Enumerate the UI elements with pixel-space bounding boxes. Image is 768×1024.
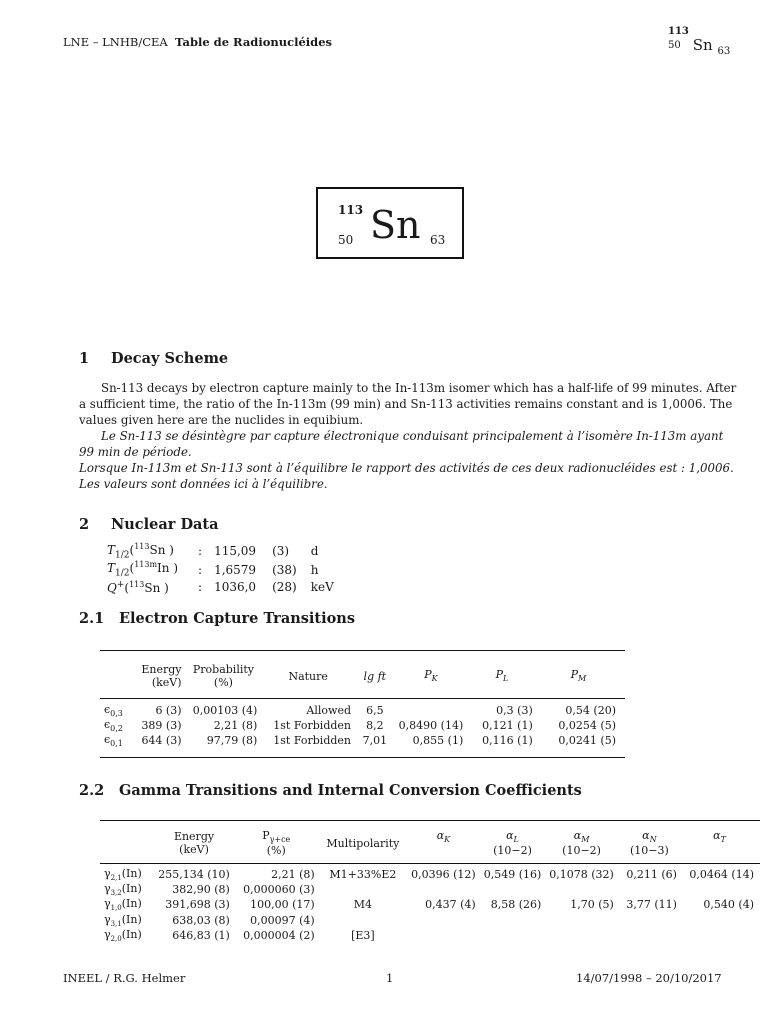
ec-nature: 1st Forbidden bbox=[273, 719, 351, 733]
section-1-heading bbox=[79, 350, 228, 367]
section-2-1-heading bbox=[79, 610, 355, 627]
footer-author: INEEL / R.G. Helmer bbox=[63, 971, 186, 985]
nd-iso-el: Sn bbox=[144, 580, 161, 595]
gamma-alpha-l bbox=[480, 882, 546, 897]
footer-page-number: 1 bbox=[386, 971, 394, 985]
gamma-alpha-k bbox=[407, 913, 480, 928]
header-symbol: Sn bbox=[692, 36, 713, 54]
gamma-energy: 646,83 (1) bbox=[172, 928, 230, 942]
gamma-label: $\gamma_{2,1}(In)$ bbox=[104, 867, 142, 883]
ec-pk: 0,8490 (14) bbox=[398, 719, 464, 733]
gamma-alpha-k: 0,437 (4) bbox=[425, 898, 476, 912]
nuclear-data-row: Q+($^{113}$Sn ) : 1036,0 (28) keV bbox=[107, 579, 340, 596]
nuclear-data-row: $T_{1/2}(^{113m}In$ ) : 1,6579 (38) h bbox=[107, 560, 340, 578]
nd-quantity-sup: + bbox=[116, 579, 125, 590]
header-z: 50 bbox=[668, 40, 681, 51]
gamma-alpha-n bbox=[618, 913, 681, 928]
gamma-alpha-m bbox=[545, 928, 618, 943]
header-lab-name: LNE – LNHB/CEA bbox=[63, 35, 168, 49]
section-2-number: 2 bbox=[79, 516, 90, 533]
gamma-alpha-m: 1,70 (5) bbox=[570, 898, 614, 912]
gamma-header-row bbox=[104, 827, 758, 859]
gamma-energy: 382,90 (8) bbox=[172, 883, 230, 897]
nd-uncertainty: (38) bbox=[272, 562, 297, 577]
section-1-title: Decay Scheme bbox=[111, 350, 229, 367]
ec-row bbox=[104, 733, 620, 748]
gamma-alpha-l bbox=[480, 928, 546, 943]
gamma-label: $\gamma_{3,1}(In)$ bbox=[104, 912, 142, 928]
header-nuclide bbox=[668, 26, 731, 57]
nd-iso-mass: 113m bbox=[134, 560, 158, 570]
gamma-alpha-n bbox=[618, 882, 681, 897]
nd-value: 1036,0 bbox=[214, 580, 257, 595]
gamma-col-alpha-k: $\alpha_K$ bbox=[436, 828, 451, 845]
ec-pk: 0,855 (1) bbox=[412, 734, 464, 748]
nuclide-symbol: Sn bbox=[370, 203, 421, 247]
ec-pl: 0,116 (1) bbox=[482, 734, 533, 748]
decay-text-en: Sn-113 decays by electron capture mainly to the In-113m isomer which has a half-life of 99 minutes. After a sufficient time, the ratio of the In-113m (99 min) and Sn-113 activities remains constant and is 1,0006. The values given here are the nuclides in equibium. bbox=[79, 381, 737, 427]
gamma-col-alpha-m: $\alpha_M$ (10−2) bbox=[562, 828, 601, 858]
gamma-alpha-t bbox=[681, 882, 758, 897]
gamma-alpha-l bbox=[480, 913, 546, 928]
gamma-label: $\gamma_{2,0}(In)$ bbox=[104, 927, 142, 943]
ec-label: $\epsilon_{0,3}$ bbox=[104, 703, 123, 719]
nd-unit: h bbox=[310, 562, 319, 577]
gamma-multipolarity: M1+33%E2 bbox=[329, 868, 397, 882]
ec-col-nature: Nature bbox=[288, 669, 328, 683]
nd-quantity-sub: 1/2 bbox=[115, 550, 130, 561]
gamma-row bbox=[104, 882, 758, 897]
ec-nature: 1st Forbidden bbox=[273, 734, 351, 748]
ec-pm: 0,54 (20) bbox=[565, 704, 616, 718]
ec-probability: 97,79 (8) bbox=[206, 734, 258, 748]
gamma-p: 0,000060 (3) bbox=[243, 883, 315, 897]
gamma-multipolarity: [E3] bbox=[351, 928, 375, 942]
ec-col-energy: Energy (keV) bbox=[141, 663, 182, 689]
section-2-2-number: 2.2 bbox=[79, 782, 105, 799]
gamma-multipolarity: M4 bbox=[353, 898, 373, 912]
gamma-alpha-t bbox=[681, 928, 758, 943]
gamma-col-alpha-t: $\alpha_T$ bbox=[713, 828, 726, 845]
gamma-alpha-m bbox=[545, 913, 618, 928]
nd-iso-mass: 113 bbox=[129, 579, 145, 589]
ec-table-bottom-rule bbox=[100, 757, 625, 758]
nd-unit: keV bbox=[310, 580, 334, 595]
ec-col-pk: $P_K$ bbox=[424, 668, 438, 684]
gamma-multipolarity bbox=[319, 913, 407, 928]
ec-col-pl: $P_L$ bbox=[495, 668, 509, 684]
gamma-row bbox=[104, 913, 758, 928]
gamma-energy: 255,134 (10) bbox=[158, 868, 230, 882]
gamma-energy: 638,03 (8) bbox=[172, 913, 230, 927]
ec-probability: 2,21 (8) bbox=[213, 719, 258, 733]
section-2-title: Nuclear Data bbox=[111, 516, 219, 533]
gamma-transitions-table bbox=[104, 827, 758, 943]
ec-header-row bbox=[104, 659, 620, 693]
gamma-alpha-k bbox=[407, 928, 480, 943]
gamma-label: $\gamma_{3,2}(In)$ bbox=[104, 882, 142, 898]
ec-energy: 644 (3) bbox=[141, 734, 182, 748]
gamma-col-multipolarity: Multipolarity bbox=[326, 836, 400, 850]
section-2-1-number: 2.1 bbox=[79, 610, 105, 627]
nd-unit: d bbox=[310, 544, 319, 559]
ec-row bbox=[104, 703, 620, 718]
gamma-energy: 391,698 (3) bbox=[165, 898, 230, 912]
nd-quantity-sub: 1/2 bbox=[115, 568, 130, 579]
gamma-col-alpha-n: $\alpha_N$ (10−3) bbox=[629, 828, 669, 858]
section-2-2-heading bbox=[79, 782, 582, 799]
gamma-col-energy: Energy (keV) bbox=[173, 830, 215, 856]
gamma-table-top-rule bbox=[100, 820, 760, 821]
gamma-p: 0,000004 (2) bbox=[243, 928, 315, 942]
gamma-label: $\gamma_{1,0}(In)$ bbox=[104, 897, 142, 913]
ec-col-probability: Probability (%) bbox=[192, 663, 254, 689]
ec-transitions-table bbox=[104, 659, 620, 749]
ec-probability: 0,00103 (4) bbox=[192, 704, 258, 718]
ec-energy: 389 (3) bbox=[141, 719, 182, 733]
nd-iso-el: In bbox=[157, 561, 170, 576]
ec-row bbox=[104, 718, 620, 733]
footer-dates: 14/07/1998 – 20/10/2017 bbox=[576, 971, 722, 985]
nd-iso-mass: 113 bbox=[134, 542, 150, 551]
ec-label: $\epsilon_{0,2}$ bbox=[104, 718, 123, 734]
gamma-alpha-l: 8,58 (26) bbox=[490, 898, 542, 912]
gamma-p: 0,00097 (4) bbox=[250, 913, 315, 927]
decay-text-fr-2: Lorsque In-113m et Sn-113 sont à l’équilibre le rapport des activités de ces deux radionucléides est : 1,0006. Les valeurs sont données ici à l’équilibre. bbox=[79, 461, 734, 491]
gamma-alpha-m bbox=[545, 882, 618, 897]
gamma-alpha-n bbox=[618, 928, 681, 943]
decay-text-fr-1: Le Sn-113 se désintègre par capture électronique conduisant principalement à l’isomère In-113m ayant 99 min de période. bbox=[79, 429, 724, 459]
ec-pk bbox=[395, 703, 468, 718]
nuclide-box bbox=[316, 187, 464, 259]
nuclide-z: 50 bbox=[338, 233, 354, 247]
gamma-row bbox=[104, 867, 758, 882]
ec-nature: Allowed bbox=[306, 704, 351, 718]
nd-quantity: Q bbox=[107, 580, 117, 595]
gamma-alpha-t bbox=[681, 913, 758, 928]
section-2-1-title: Electron Capture Transitions bbox=[119, 610, 356, 627]
gamma-multipolarity bbox=[319, 882, 407, 897]
nd-value: 115,09 bbox=[214, 544, 257, 559]
gamma-p: 100,00 (17) bbox=[250, 898, 315, 912]
gamma-row bbox=[104, 897, 758, 912]
section-2-heading bbox=[79, 516, 219, 533]
ec-col-lgft: lg ft bbox=[363, 669, 387, 683]
gamma-col-p: $P_{\gamma+ce}$ (%) bbox=[262, 828, 291, 858]
header-n: 63 bbox=[717, 46, 731, 57]
nuclide-n: 63 bbox=[430, 233, 446, 247]
ec-lgft: 7,01 bbox=[362, 734, 388, 748]
ec-label: $\epsilon_{0,1}$ bbox=[104, 733, 123, 749]
ec-lgft: 6,5 bbox=[366, 704, 384, 718]
nuclide-mass: 113 bbox=[338, 203, 364, 217]
ec-table-top-rule bbox=[100, 650, 625, 651]
gamma-alpha-t: 0,540 (4) bbox=[703, 898, 754, 912]
nd-value: 1,6579 bbox=[214, 562, 257, 577]
ec-energy: 6 (3) bbox=[155, 704, 182, 718]
ec-col-pm: $P_M$ bbox=[570, 668, 587, 684]
gamma-row bbox=[104, 928, 758, 943]
header-lab bbox=[63, 35, 332, 49]
ec-pm: 0,0241 (5) bbox=[558, 734, 616, 748]
gamma-p: 2,21 (8) bbox=[271, 868, 315, 882]
gamma-alpha-n: 3,77 (11) bbox=[626, 898, 677, 912]
gamma-alpha-n: 0,211 (6) bbox=[626, 868, 677, 882]
section-1-text bbox=[79, 380, 739, 492]
section-1-number: 1 bbox=[79, 350, 90, 367]
nuclear-data-row: $T_{1/2}(^{113}Sn$ ) : 115,09 (3) d bbox=[107, 542, 340, 560]
nuclear-data-table bbox=[107, 542, 340, 596]
ec-lgft: 8,2 bbox=[366, 719, 384, 733]
nd-uncertainty: (3) bbox=[272, 544, 290, 559]
nd-iso-el: Sn bbox=[149, 543, 166, 557]
nd-uncertainty: (28) bbox=[272, 580, 297, 595]
section-2-2-title: Gamma Transitions and Internal Conversion Coefficients bbox=[119, 782, 582, 799]
nd-quantity: T bbox=[107, 561, 116, 576]
ec-pl: 0,3 (3) bbox=[496, 704, 533, 718]
ec-pm: 0,0254 (5) bbox=[558, 719, 616, 733]
header-mass: 113 bbox=[668, 26, 689, 37]
gamma-alpha-m: 0,1078 (32) bbox=[549, 868, 614, 882]
gamma-alpha-k bbox=[407, 882, 480, 897]
gamma-col-alpha-l: $\alpha_L$ (10−2) bbox=[493, 828, 532, 858]
gamma-alpha-t: 0,0464 (14) bbox=[689, 868, 754, 882]
nd-quantity: T bbox=[107, 543, 116, 557]
gamma-alpha-k: 0,0396 (12) bbox=[411, 868, 476, 882]
header-table-title: Table de Radionucléides bbox=[175, 35, 332, 49]
ec-pl: 0,121 (1) bbox=[482, 719, 533, 733]
gamma-alpha-l: 0,549 (16) bbox=[483, 868, 542, 882]
